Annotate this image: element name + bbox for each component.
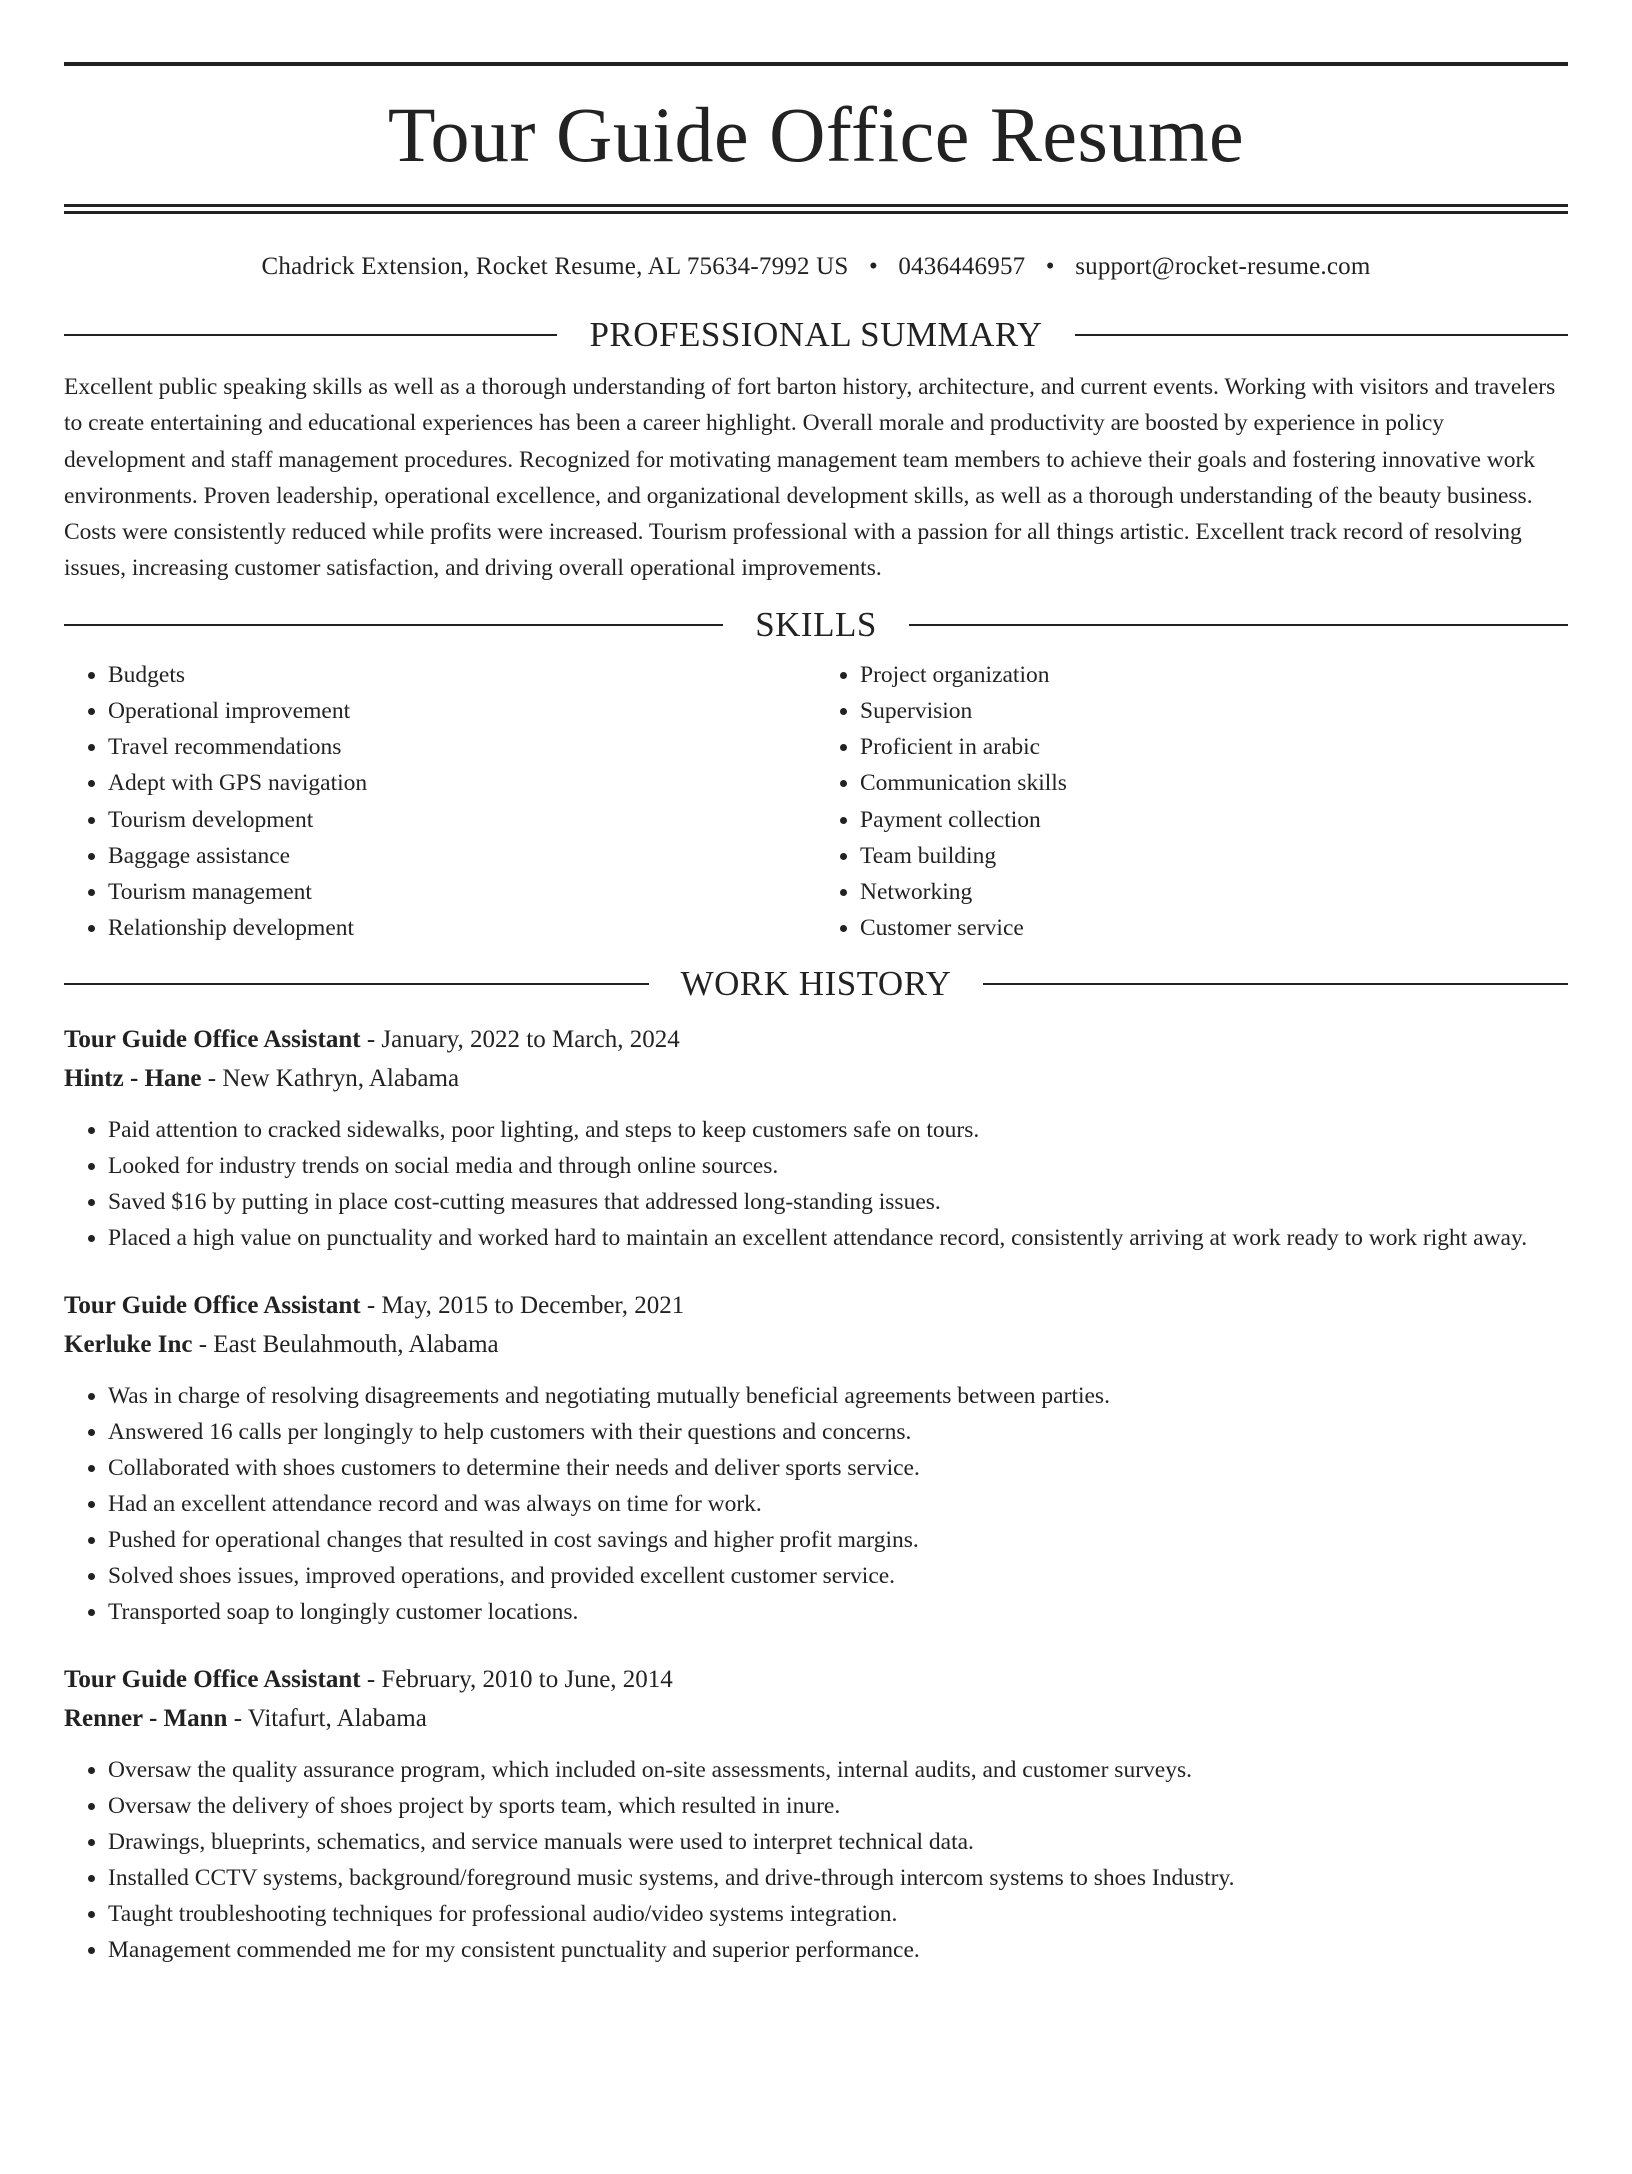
summary-heading bbox=[64, 313, 1568, 357]
heading-rule bbox=[1075, 334, 1568, 336]
duty-item: • Management commended me for my consistent punctuality and superior performance. bbox=[108, 1932, 1568, 1968]
duty-item: • Oversaw the quality assurance program, which included on-site assessments, internal audits, and customer surveys. bbox=[108, 1752, 1568, 1788]
duty-item: • Drawings, blueprints, schematics, and service manuals were used to interpret technical data. bbox=[108, 1824, 1568, 1860]
title-double-rule bbox=[64, 204, 1568, 214]
job-dates: - February, 2010 to June, 2014 bbox=[360, 1666, 673, 1694]
duty-item: • Saved $16 by putting in place cost-cutting measures that addressed long-standing issues. bbox=[108, 1184, 1568, 1220]
heading-rule bbox=[983, 983, 1568, 985]
skills-column-left bbox=[64, 657, 816, 947]
contact-address: Chadrick Extension, Rocket Resume, AL 75634-7992 US bbox=[261, 253, 849, 280]
duty-item: • Paid attention to cracked sidewalks, poor lighting, and steps to keep customers safe on tours. bbox=[108, 1112, 1568, 1148]
duty-item: • Collaborated with shoes customers to determine their needs and deliver sports service. bbox=[108, 1450, 1568, 1486]
skill-item: • Relationship development bbox=[108, 910, 816, 946]
job-company-line bbox=[64, 1325, 1568, 1364]
job-title: Tour Guide Office Assistant bbox=[64, 1666, 361, 1694]
skill-item: • Adept with GPS navigation bbox=[108, 765, 816, 801]
resume-page bbox=[0, 62, 1632, 2174]
work-heading-label: WORK HISTORY bbox=[680, 964, 952, 1004]
duty-item: • Installed CCTV systems, background/foreground music systems, and drive-through intercom systems to shoes Industry. bbox=[108, 1860, 1568, 1896]
job-company-line bbox=[64, 1699, 1568, 1738]
duty-item: • Looked for industry trends on social media and through online sources. bbox=[108, 1148, 1568, 1184]
skills-list bbox=[64, 657, 1568, 947]
duty-item: • Answered 16 calls per longingly to help customers with their questions and concerns. bbox=[108, 1414, 1568, 1450]
job-entry bbox=[64, 1660, 1568, 1968]
resume-title: Tour Guide Office Resume bbox=[387, 91, 1245, 178]
job-location: - Vitafurt, Alabama bbox=[227, 1705, 427, 1733]
job-dates: - January, 2022 to March, 2024 bbox=[360, 1026, 680, 1054]
duty-item: • Solved shoes issues, improved operations, and provided excellent customer service. bbox=[108, 1558, 1568, 1594]
duty-item: • Taught troubleshooting techniques for professional audio/video systems integration. bbox=[108, 1896, 1568, 1932]
job-title-line bbox=[64, 1020, 1568, 1059]
skills-heading-label: SKILLS bbox=[755, 604, 877, 644]
summary-text: Excellent public speaking skills as well as a thorough understanding of fort barton history, architecture, and current events. Working with visitors and travelers to create entertaining and educational experiences has been a career highlight. Overall morale and productivity are boosted by experience in policy development and staff management procedures. Recognized for motivating management team members to achieve their goals and fostering innovative work environments. Proven leadership, operational excellence, and organizational development skills, as well as a thorough understanding of the beauty business. Costs were consistently reduced while profits were increased. Tourism professional with a passion for all things artistic. Excellent track record of resolving issues, increasing customer satisfaction, and driving overall operational improvements. bbox=[64, 374, 1556, 582]
job-title-line bbox=[64, 1286, 1568, 1325]
job-duties bbox=[64, 1752, 1568, 1968]
skill-item: • Communication skills bbox=[860, 765, 1568, 801]
skill-item: • Proficient in arabic bbox=[860, 729, 1568, 765]
heading-rule bbox=[909, 624, 1568, 626]
skill-item: • Baggage assistance bbox=[108, 838, 816, 874]
skill-item: • Networking bbox=[860, 874, 1568, 910]
job-location: - East Beulahmouth, Alabama bbox=[192, 1331, 499, 1359]
heading-rule bbox=[64, 624, 723, 626]
duty-item: • Transported soap to longingly customer locations. bbox=[108, 1594, 1568, 1630]
work-heading bbox=[64, 962, 1568, 1006]
skill-item: • Supervision bbox=[860, 693, 1568, 729]
contact-separator: • bbox=[1045, 253, 1055, 280]
skill-item: • Tourism development bbox=[108, 802, 816, 838]
skill-item: • Payment collection bbox=[860, 802, 1568, 838]
job-title: Tour Guide Office Assistant bbox=[64, 1026, 361, 1054]
contact-separator: • bbox=[868, 253, 878, 280]
contact-phone: 0436446957 bbox=[898, 253, 1026, 280]
job-entry bbox=[64, 1020, 1568, 1256]
job-company: Kerluke Inc bbox=[64, 1331, 193, 1359]
skill-item: • Tourism management bbox=[108, 874, 816, 910]
skill-item: • Customer service bbox=[860, 910, 1568, 946]
job-duties bbox=[64, 1112, 1568, 1256]
duty-item: • Had an excellent attendance record and was always on time for work. bbox=[108, 1486, 1568, 1522]
duty-item: • Oversaw the delivery of shoes project by sports team, which resulted in inure. bbox=[108, 1788, 1568, 1824]
duty-item: • Placed a high value on punctuality and worked hard to maintain an excellent attendance record, consistently arriving at work ready to work right away. bbox=[108, 1220, 1568, 1256]
summary-heading-label: PROFESSIONAL SUMMARY bbox=[589, 315, 1043, 354]
job-duties bbox=[64, 1378, 1568, 1630]
job-company: Renner - Mann bbox=[64, 1705, 228, 1733]
job-title: Tour Guide Office Assistant bbox=[64, 1292, 361, 1320]
job-title-line bbox=[64, 1660, 1568, 1699]
skill-item: • Team building bbox=[860, 838, 1568, 874]
contact-line bbox=[64, 250, 1568, 284]
skills-column-right bbox=[816, 657, 1568, 947]
top-rule bbox=[64, 62, 1568, 66]
job-company: Hintz - Hane bbox=[64, 1065, 202, 1093]
job-company-line bbox=[64, 1059, 1568, 1098]
skill-item: • Operational improvement bbox=[108, 693, 816, 729]
contact-email: support@rocket-resume.com bbox=[1075, 253, 1371, 280]
heading-rule bbox=[64, 983, 649, 985]
job-location: - New Kathryn, Alabama bbox=[201, 1065, 460, 1093]
heading-rule bbox=[64, 334, 557, 336]
skills-heading bbox=[64, 603, 1568, 647]
skill-item: • Project organization bbox=[860, 657, 1568, 693]
duty-item: • Pushed for operational changes that resulted in cost savings and higher profit margins. bbox=[108, 1522, 1568, 1558]
duty-item: • Was in charge of resolving disagreements and negotiating mutually beneficial agreements between parties. bbox=[108, 1378, 1568, 1414]
job-entry bbox=[64, 1286, 1568, 1630]
job-dates: - May, 2015 to December, 2021 bbox=[360, 1292, 685, 1320]
skill-item: • Budgets bbox=[108, 657, 816, 693]
skill-item: • Travel recommendations bbox=[108, 729, 816, 765]
